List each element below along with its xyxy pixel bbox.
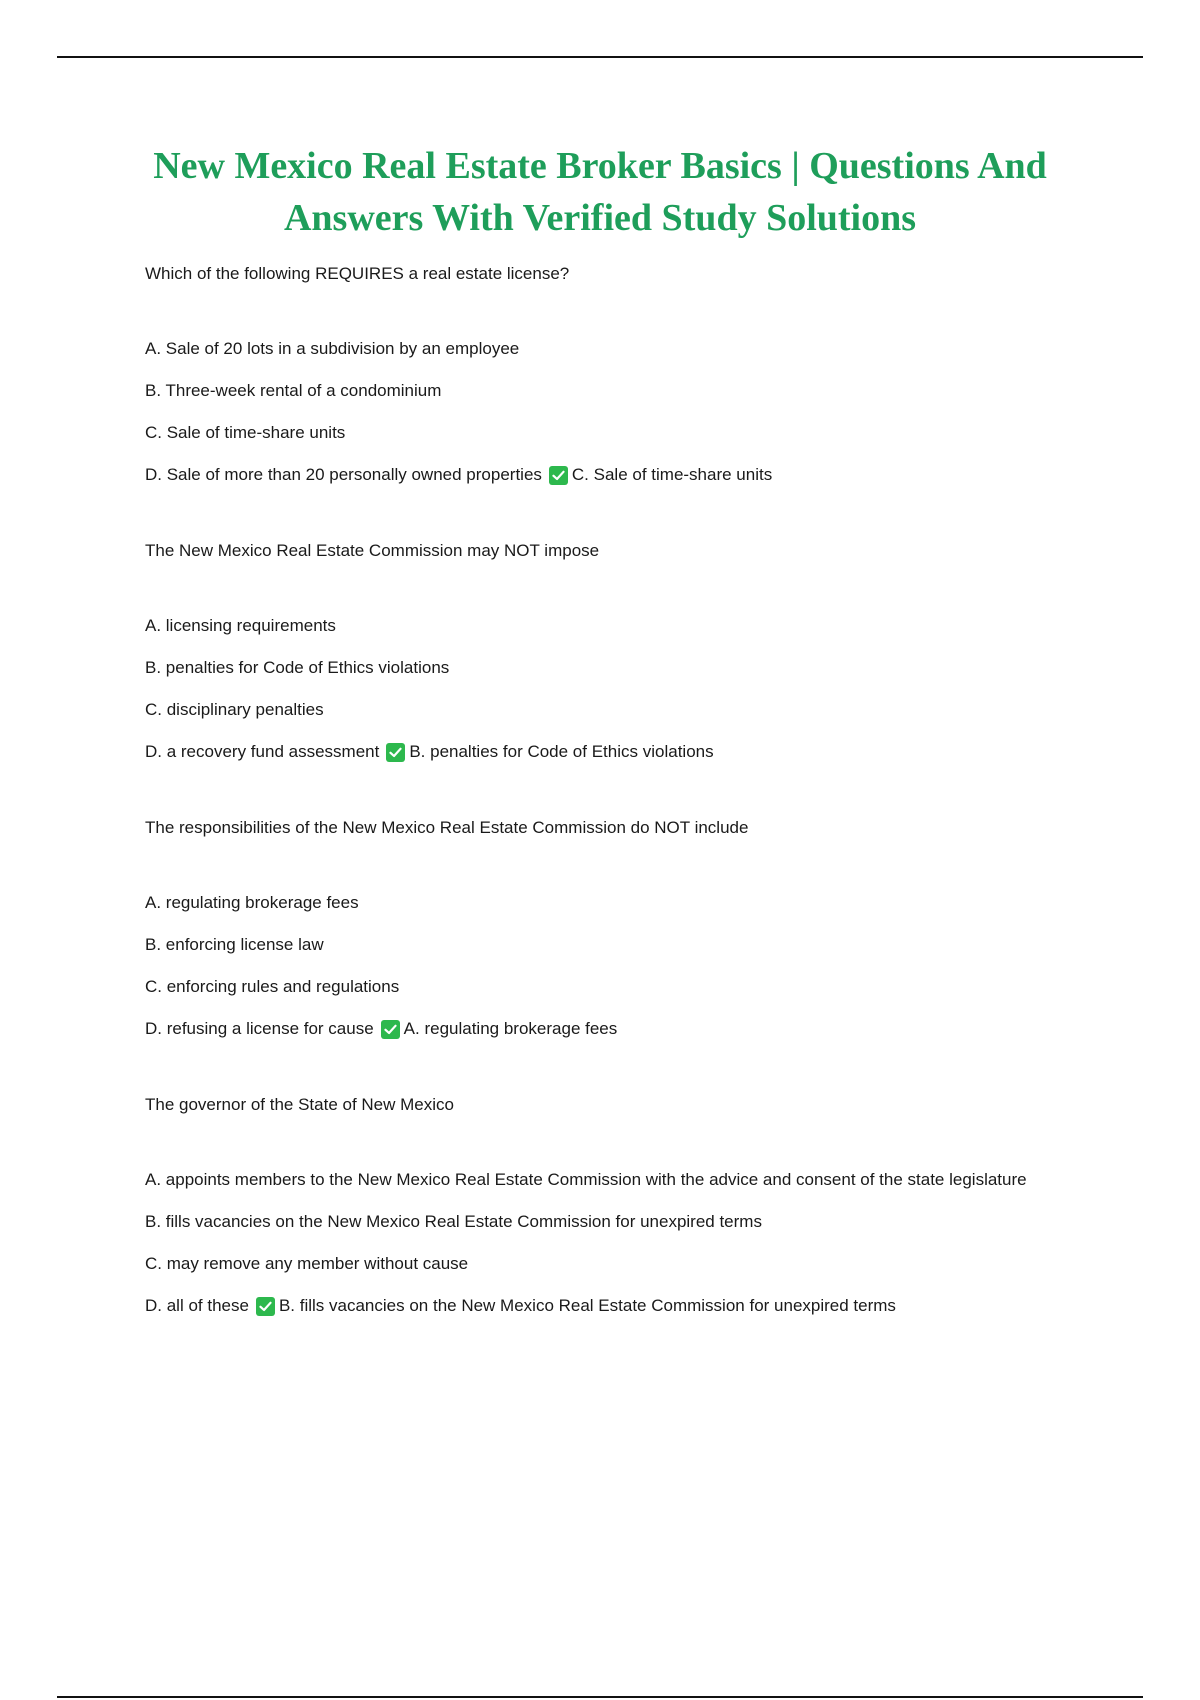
green-check-box-icon <box>549 466 568 485</box>
option-d: D. a recovery fund assessment <box>145 742 380 761</box>
document-page <box>145 140 1055 1370</box>
question-text: Which of the following REQUIRES a real estate license? <box>145 264 570 283</box>
option-a: A. licensing requirements <box>145 616 336 635</box>
option-d-with-answer <box>145 462 1055 488</box>
green-check-box-icon <box>386 743 405 762</box>
question-block <box>145 262 1055 488</box>
option-d-with-answer <box>145 1293 1055 1319</box>
correct-answer: B. penalties for Code of Ethics violations <box>409 742 714 761</box>
option-a: A. regulating brokerage fees <box>145 893 359 912</box>
correct-answer: C. Sale of time-share units <box>571 465 773 484</box>
question-block <box>145 816 1055 1042</box>
option-c: C. may remove any member without cause <box>145 1254 469 1273</box>
option-d: D. Sale of more than 20 personally owned properties <box>145 465 542 484</box>
option-c: C. Sale of time-share units <box>145 423 346 442</box>
option-b: B. penalties for Code of Ethics violations <box>145 658 450 677</box>
correct-answer: B. fills vacancies on the New Mexico Real Estate Commission for unexpired terms <box>278 1296 896 1315</box>
option-c: C. enforcing rules and regulations <box>145 977 400 996</box>
question-text: The responsibilities of the New Mexico Real Estate Commission do NOT include <box>145 818 749 837</box>
option-b: B. fills vacancies on the New Mexico Real Estate Commission for unexpired terms <box>145 1212 762 1231</box>
document-title: New Mexico Real Estate Broker Basics | Questions And Answers With Verified Study Solutions <box>153 145 1047 239</box>
question-text: The New Mexico Real Estate Commission may NOT impose <box>145 541 600 560</box>
green-check-box-icon <box>381 1020 400 1039</box>
option-c: C. disciplinary penalties <box>145 700 324 719</box>
option-d-with-answer <box>145 1016 1055 1042</box>
option-b: B. Three-week rental of a condominium <box>145 381 442 400</box>
top-rule <box>57 56 1143 58</box>
green-check-box-icon <box>256 1297 275 1316</box>
question-block <box>145 539 1055 765</box>
correct-answer: A. regulating brokerage fees <box>403 1019 618 1038</box>
option-d-with-answer <box>145 739 1055 765</box>
option-b: B. enforcing license law <box>145 935 324 954</box>
option-d: D. all of these <box>145 1296 249 1315</box>
option-a: A. appoints members to the New Mexico Real Estate Commission with the advice and consent of the state legislature <box>145 1170 1027 1189</box>
option-d: D. refusing a license for cause <box>145 1019 374 1038</box>
bottom-rule <box>57 1696 1143 1698</box>
option-a: A. Sale of 20 lots in a subdivision by an employee <box>145 339 520 358</box>
question-block <box>145 1093 1055 1319</box>
question-text: The governor of the State of New Mexico <box>145 1095 454 1114</box>
